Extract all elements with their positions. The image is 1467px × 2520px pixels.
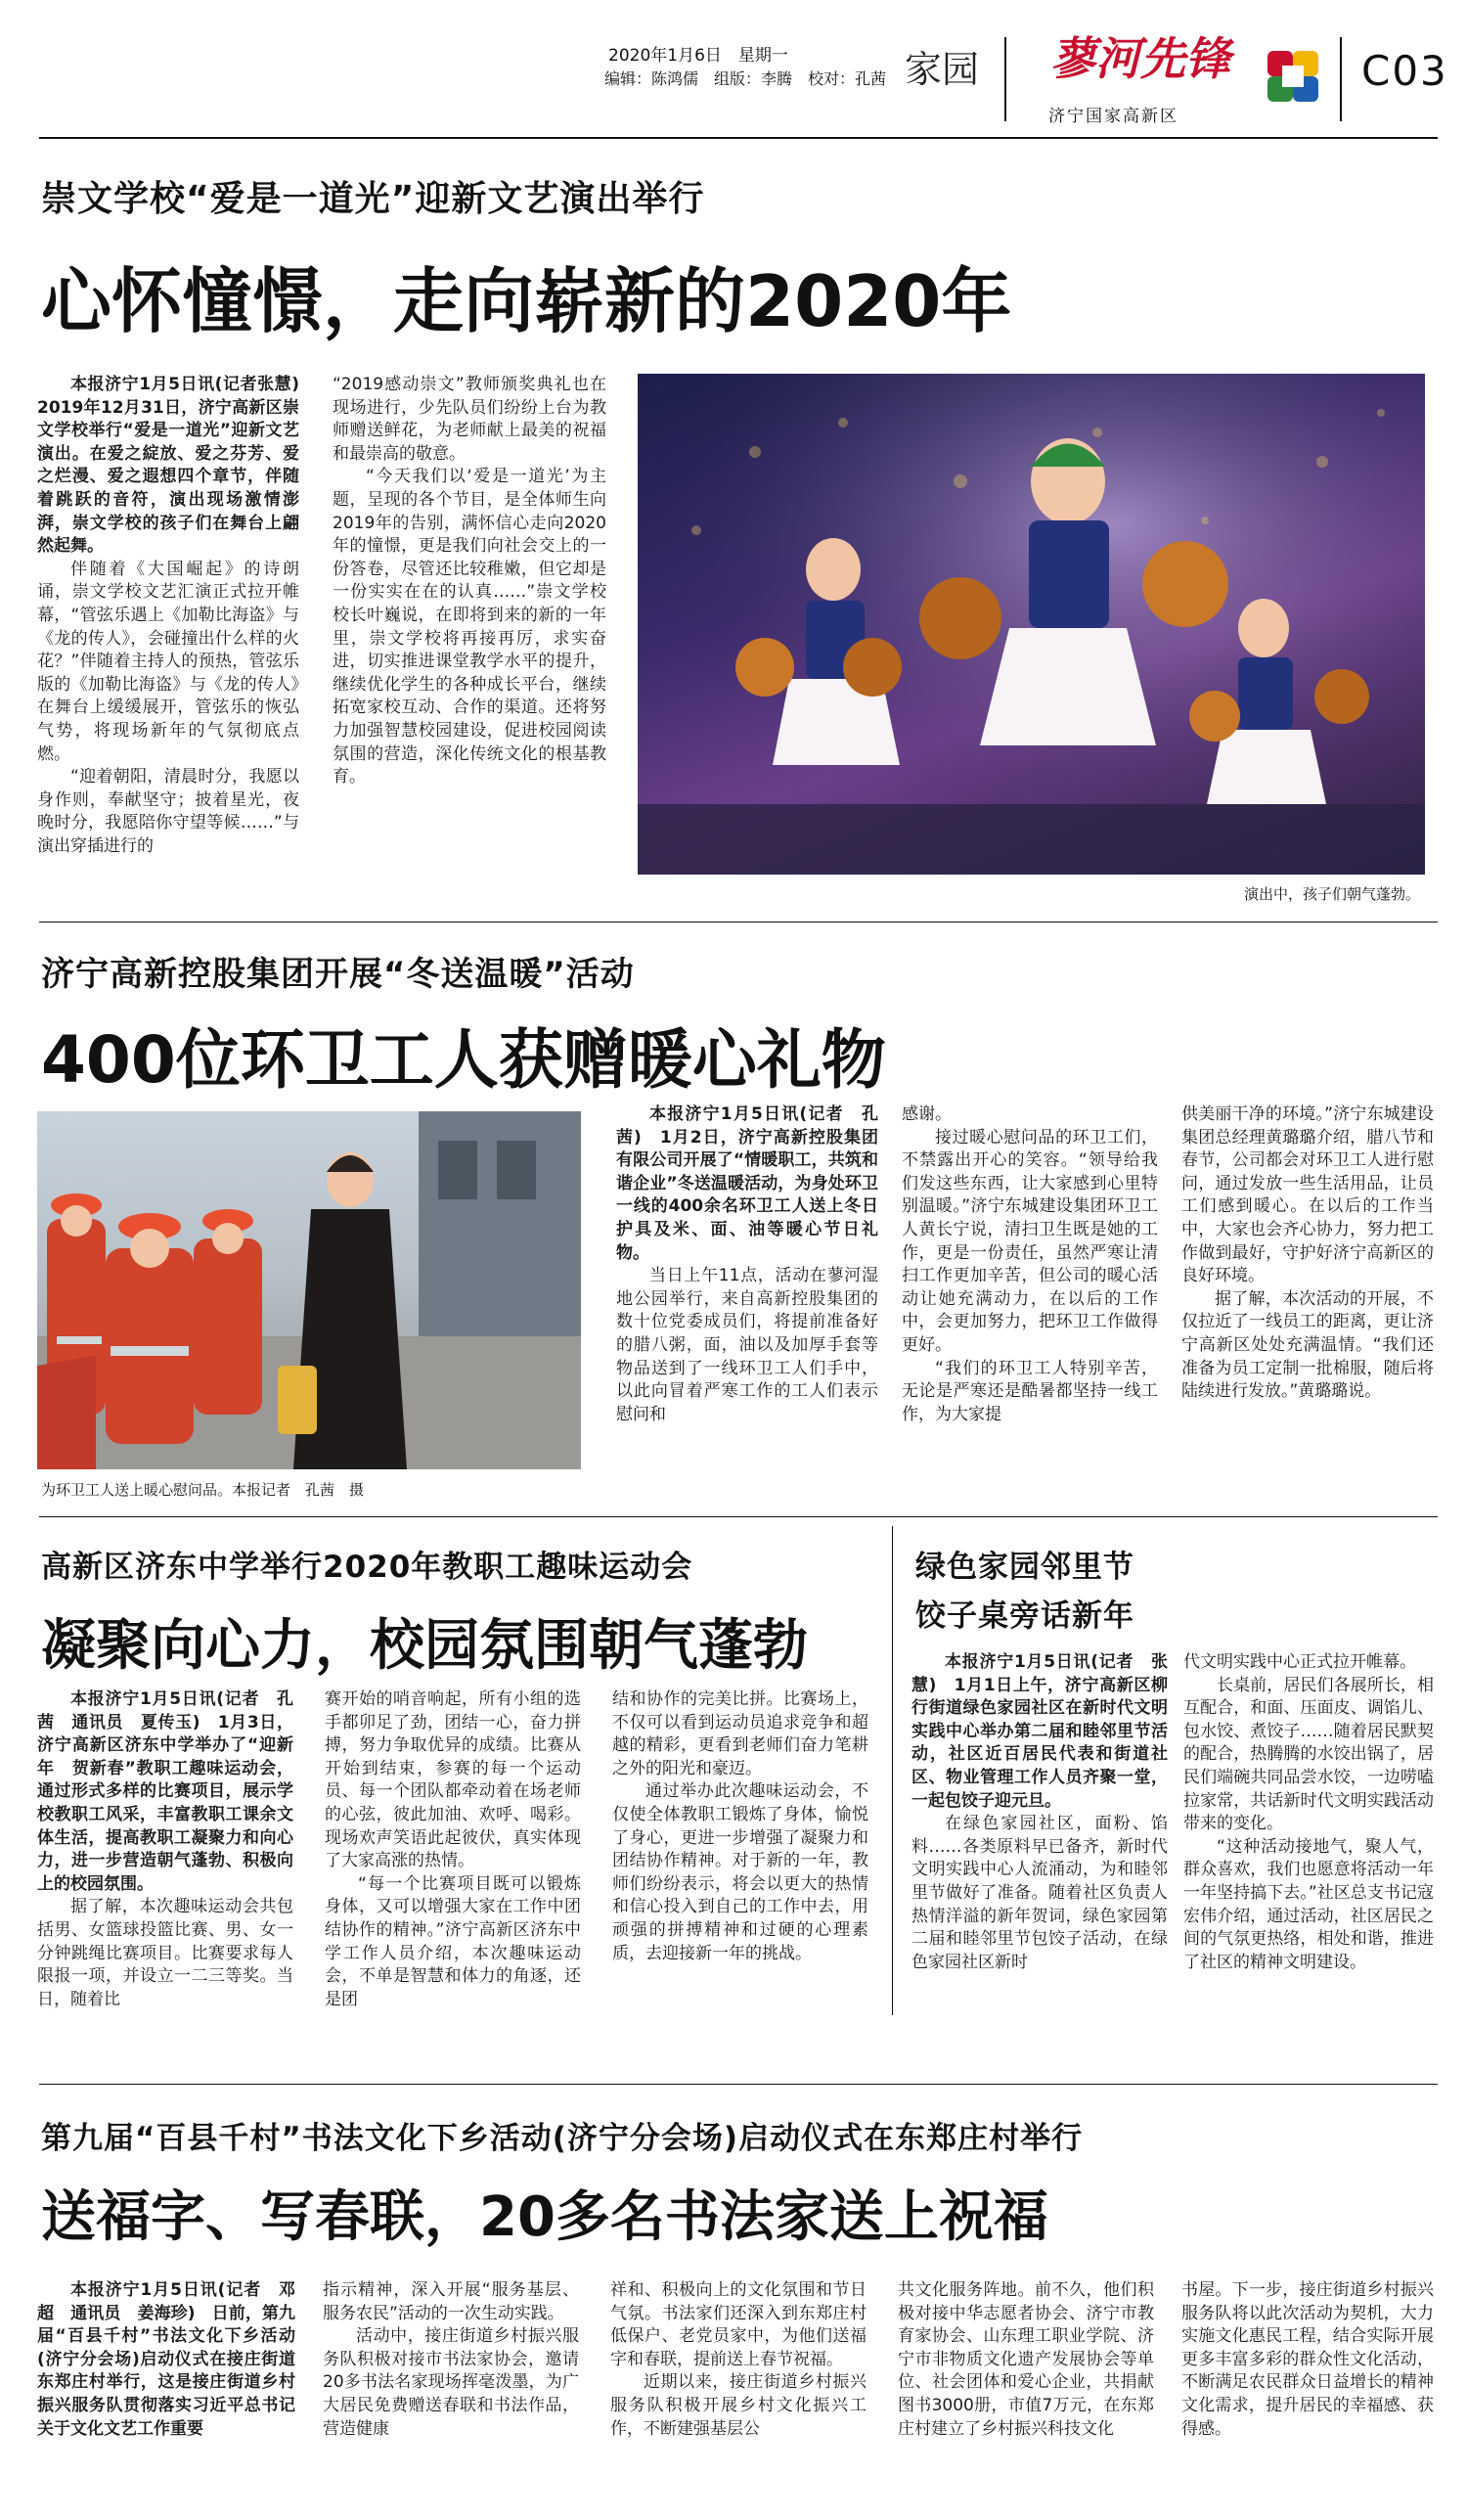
article-kicker: 第九届“百县千村”书法文化下乡活动(济宁分会场)启动仪式在东郑庄村举行 (41, 2121, 1084, 2156)
paragraph: 当日上午11点，活动在蓼河湿地公园举行，来自高新控股集团的数十位党委成员们，将提前准备好的腊八粥，面，油以及加厚手套等物品送到了一线环卫工人们手中，以此向冒着严寒工作的工人们表示慰问和 (616, 1266, 878, 1424)
paragraph: 据了解，本次活动的开展，不仅拉近了一线员工的距离，更让济宁高新区处处充满温情。“我们还准备为员工定制一批棉服，随后将陆续进行发放。”黄璐璐说。 (1181, 1288, 1434, 1402)
article-kicker: 济宁高新控股集团开展“冬送温暖”活动 (41, 955, 635, 994)
paragraph: “迎着朝阳，清晨时分，我愿以身作则，奉献坚守；披着星光，夜晚时分，我愿陪你守望等候……”与演出穿插进行的 (37, 767, 299, 856)
masthead-staff: 编辑：陈鸿儒 组版：李腾 校对：孔茜 (604, 69, 887, 88)
paragraph: 感谢。 (902, 1104, 952, 1124)
article-col-4 (898, 2279, 1154, 2441)
page-number: C03 (1361, 47, 1448, 95)
article-col-5 (1181, 2279, 1434, 2441)
article-headline: 心怀憧憬，走向崭新的2020年 (41, 260, 1012, 342)
paragraph: 长桌前，居民们各展所长，相互配合，和面、压面皮、调馅儿、包水饺、煮饺子……随着居民默契的配合，热腾腾的水饺出锅了，居民们端碗共同品尝水饺，一边唠嗑拉家常，共话新时代文明实践活动带来的变化。 (1183, 1675, 1434, 1834)
paragraph: 本报济宁1月5日讯(记者 孔茜) 1月2日，济宁高新控股集团有限公司开展了“情暖职工，共筑和谐企业”冬送温暖活动，为身处环卫一线的400余名环卫工人送上冬日护具及米、面、油等暖心节日礼物。 (616, 1104, 878, 1263)
paragraph: 伴随着《大国崛起》的诗朗诵，崇文学校文艺汇演正式拉开帷幕，“管弦乐遇上《加勒比海盗》与《龙的传人》，会碰撞出什么样的火花？”伴随着主持人的预热，管弦乐版的《加勒比海盗》与《龙的传人》在舞台上缓缓展开，管弦乐的恢弘气势，将现场新年的气氛彻底点燃。 (37, 559, 299, 764)
paragraph: 代文明实践中心正式拉开帷幕。 (1183, 1652, 1416, 1672)
paragraph: 结和协作的完美比拼。比赛场上，不仅可以看到运动员追求竞争和超越的精彩，更看到老师们奋力笔耕之外的阳光和豪迈。 (612, 1689, 868, 1778)
article-col-2 (1183, 1651, 1434, 1974)
paragraph: 本报济宁1月5日讯(记者 张慧) 1月1日上午，济宁高新区柳行街道绿色家园社区在新时代文明实践中心举办第二届和睦邻里节活动，社区近百居民代表和街道社区、物业管理工作人员齐聚一堂，一起包饺子迎元旦。 (911, 1652, 1168, 1811)
brand-emblem-icon (1264, 47, 1322, 106)
article-kicker: 绿色家园邻里节 (915, 1550, 1134, 1585)
paragraph: 书屋。下一步，接庄街道乡村振兴服务队将以此次活动为契机，大力实施文化惠民工程，结合实际开展更多丰富多彩的群众性文化活动，不断满足农民群众日益增长的精神文化需求，提升居民的幸福感、获得感。 (1181, 2280, 1434, 2439)
article-col-2 (323, 2279, 579, 2441)
workers-illustration (37, 1111, 581, 1469)
paragraph: 近期以来，接庄街道乡村振兴服务队积极开展乡村文化振兴工作，不断建强基层公 (610, 2372, 867, 2439)
article-col-2 (333, 374, 606, 789)
paragraph: “2019感动崇文”教师颁奖典礼也在现场进行，少先队员们纷纷上台为教师赠送鲜花，为老师献上最美的祝福和最崇高的敬意。 (333, 375, 606, 464)
article-col-2 (325, 1688, 581, 2011)
paragraph: “我们的环卫工人特别辛苦，无论是严寒还是酷暑都坚持一线工作，为大家提 (902, 1358, 1158, 1424)
newspaper-logo (1045, 29, 1240, 90)
article-col-3 (612, 1688, 868, 1965)
article-headline: 凝聚向心力，校园氛围朝气蓬勃 (41, 1614, 808, 1678)
section-rule (39, 2084, 1438, 2085)
article-kicker: 崇文学校“爱是一道光”迎新文艺演出举行 (41, 179, 705, 219)
paragraph: 本报济宁1月5日讯(记者 邓超 通讯员 姜海珍) 日前，第九届“百县千村”书法文化下乡活动(济宁分会场)启动仪式在接庄街道东郑庄村举行，这是接庄街道乡村振兴服务队贯彻落实习近平总书记关于文化文艺工作重要 (37, 2280, 295, 2439)
article-col-1 (911, 1651, 1168, 1974)
article-col-1 (37, 2279, 295, 2441)
dancers-illustration (638, 374, 1425, 875)
article-headline: 送福字、写春联，20多名书法家送上祝福 (41, 2185, 1048, 2249)
article-kicker: 高新区济东中学举行2020年教职工趣味运动会 (41, 1550, 693, 1585)
article-col-1 (37, 1688, 293, 2011)
article-headline: 400位环卫工人获赠暖心礼物 (41, 1022, 886, 1098)
masthead-rule (39, 137, 1438, 139)
article-col-1 (616, 1103, 878, 1426)
photo-caption: 演出中，孩子们朝气蓬勃。 (1243, 885, 1420, 903)
article-col-3 (1181, 1103, 1434, 1404)
performance-photo (638, 374, 1425, 875)
svg-text:蓼河先锋: 蓼河先锋 (1050, 32, 1230, 85)
paper-subtitle: 济宁国家高新区 (1048, 107, 1178, 126)
masthead-date: 2020年1月6日 星期一 (608, 46, 788, 66)
sanitation-photo (37, 1111, 581, 1469)
paragraph: “每一个比赛项目既可以锻炼身体，又可以增强大家在工作中团结协作的精神。”济宁高新区济东中学工作人员介绍，本次趣味运动会，不单是智慧和体力的角逐，还是团 (325, 1873, 581, 2009)
paragraph: 接过暖心慰问品的环卫工们，不禁露出开心的笑容。“领导给我们发这些东西，让大家感到心里特别温暖。”济宁东城建设集团环卫工人黄长宁说，清扫卫生既是她的工作，更是一份责任，虽然严寒让清扫工作更加辛苦，但公司的暖心活动让她充满动力，在以后的工作中，会更加努力，把环卫工作做得更好。 (902, 1127, 1158, 1355)
paragraph: 祥和、积极向上的文化氛围和节日气氛。书法家们还深入到东郑庄村低保户、老党员家中，为他们送福字和春联，提前送上春节祝福。 (610, 2280, 867, 2369)
section-name: 家园 (905, 48, 980, 91)
paragraph: 通过举办此次趣味运动会，不仅使全体教职工锻炼了身体，愉悦了身心，更进一步增强了凝聚力和团结协作精神。对于新的一年，教师们纷纷表示，将会以更大的热情和信心投入到自己的工作中去，用顽强的拼搏精神和过硬的心理素质，去迎接新一年的挑战。 (612, 1781, 868, 1963)
article-col-2 (902, 1103, 1158, 1426)
paragraph: 本报济宁1月5日讯(记者张慧) 2019年12月31日，济宁高新区崇文学校举行“爱是一道光”迎新文艺演出。在爱之綻放、爱之芬芳、爱之烂漫、爱之遐想四个章节，伴随着跳跃的音符，演出现场激情澎湃，崇文学校的孩子们在舞台上翩然起舞。 (37, 375, 316, 557)
article-col-3 (610, 2279, 867, 2441)
paragraph: 指示精神，深入开展“服务基层、服务农民”活动的一次生动实践。 (323, 2280, 579, 2323)
paragraph: 在绿色家园社区，面粉、馅料……各类原料早已备齐，新时代文明实践中心人流涌动，为和睦邻里节做好了准备。随着社区负责人热情洋溢的新年贺词，绿色家园第二届和睦邻里节包饺子活动，在绿色家园社区新时 (911, 1814, 1168, 1972)
paragraph: “这种活动接地气，聚人气，群众喜欢，我们也愿意将活动一年一年坚持搞下去。”社区总支书记寇宏伟介绍，通过活动，社区居民之间的气氛更热络，相处和谐，推进了社区的精神文明建设。 (1183, 1836, 1434, 1972)
paragraph: 赛开始的哨音响起，所有小组的选手都卯足了劲，团结一心，奋力拼搏，努力争取优异的成绩。比赛从开始到结束，参赛的每一个运动员、每一个团队都牵动着在场老师的心弦，彼此加油、欢呼、喝彩。现场欢声笑语此起彼伏，真实体现了大家高涨的热情。 (325, 1689, 581, 1871)
masthead-divider (1004, 37, 1006, 121)
paragraph: “今天我们以‘爱是一道光’为主题，呈现的各个节目，是全体师生向2019年的告别，满怀信心走向2020年的憧憬，更是我们向社会交上的一份答卷，尽管还比较稚嫩，但它却是一份实实在在的认真……”崇文学校校长叶巍说，在即将到来的新的一年里，崇文学校将再接再厉，求实奋进，切实推进课堂教学水平的提升，继续优化学生的各种成长平台，继续拓宽家校互动、合作的渠道。还将努力加强智慧校园建设，促进校园阅读氛围的营造，深化传统文化的根基教育。 (333, 467, 606, 788)
paragraph: 据了解，本次趣味运动会共包括男、女篮球投篮比赛、男、女一分钟跳绳比赛项目。比赛要求每人限报一项，并设立一二三等奖。当日，随着比 (37, 1897, 293, 2009)
paragraph: 供美丽干净的环境。”济宁东城建设集团总经理黄璐璐介绍，腊八节和春节，公司都会对环卫工人进行慰问，通过发放一些生活用品，让员工们感到暖心。在以后的工作当中，大家也会齐心协力，努力把工作做到最好，守护好济宁高新区的良好环境。 (1181, 1104, 1434, 1286)
paragraph: 共文化服务阵地。前不久，他们积极对接中华志愿者协会、济宁市教育家协会、山东理工职业学院、济宁市非物质文化遗产发展协会等单位、社会团体和爱心企业，共捐献图书3000册，市值7万元，在东郑庄村建立了乡村振兴科技文化 (898, 2280, 1154, 2439)
photo-caption: 为环卫工人送上暖心慰问品。本报记者 孔茜 摄 (41, 1481, 365, 1499)
paragraph: 本报济宁1月5日讯(记者 孔茜 通讯员 夏传玉) 1月3日，济宁高新区济东中学举办了“迎新年 贺新春”教职工趣味运动会，通过形式多样的比赛项目，展示学校教职工风采，丰富教职工课余文体生活，提高教职工凝聚力和向心力，进一步营造朝气蓬勃、积极向上的校园氛围。 (37, 1689, 293, 1894)
page-number-divider (1340, 37, 1342, 121)
column-divider (892, 1526, 893, 2015)
section-rule (39, 1516, 1438, 1517)
article-col-1 (37, 374, 316, 858)
article-kicker: 饺子桌旁话新年 (915, 1598, 1134, 1634)
paragraph: 活动中，接庄街道乡村振兴服务队积极对接市书法家协会，邀请20多书法名家现场挥毫泼墨，为广大居民免费赠送春联和书法作品，营造健康 (323, 2326, 579, 2439)
